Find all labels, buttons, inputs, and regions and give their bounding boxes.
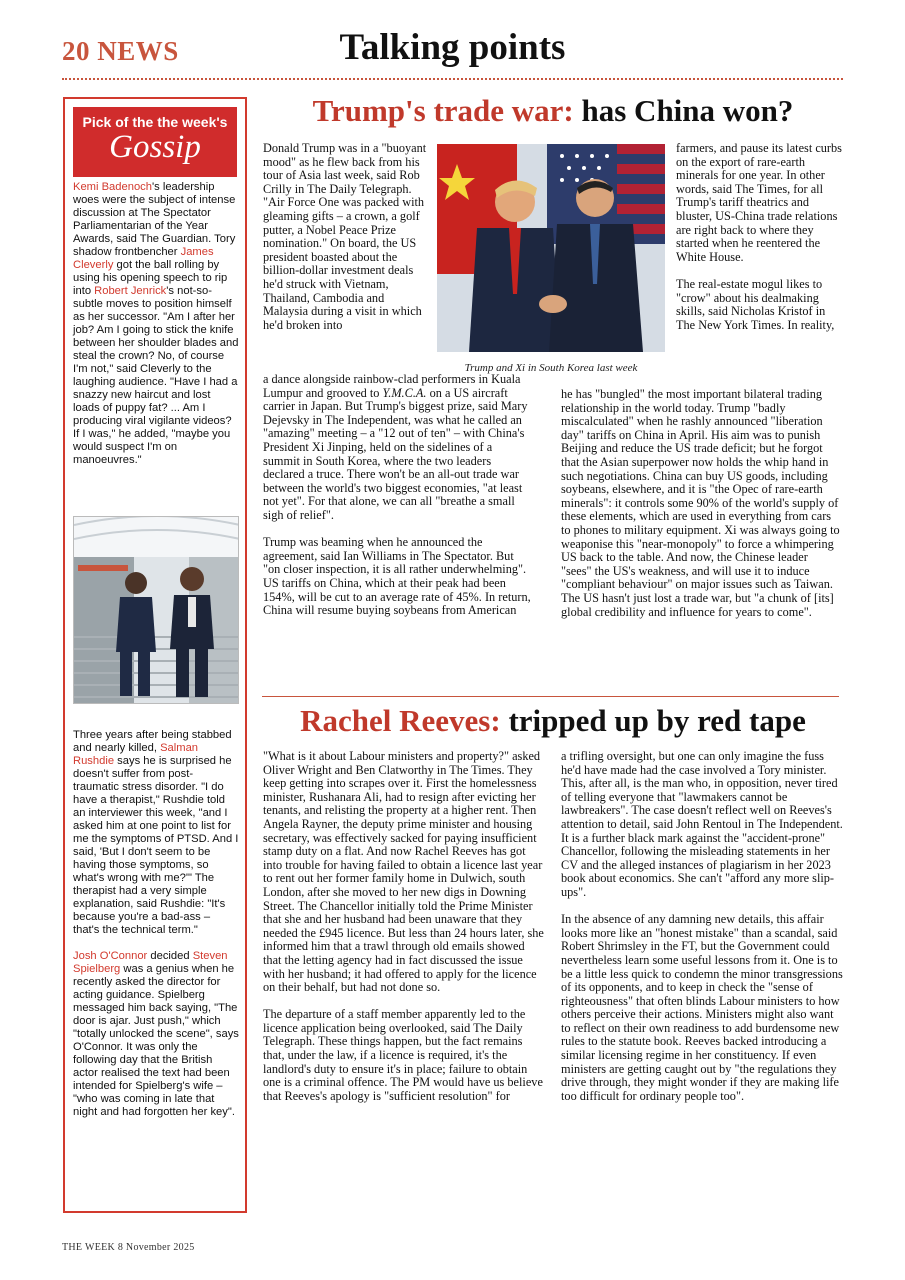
article1-col2-bottom: he has "bungled" the most important bilateral trading relationship in the world today. Trump "badly miscalculated" when he rashly announced "liberation day" tariffs on China in April. His aim was to punish Beijing and reduce the US trade deficit; but he forgot that the Asian superpower now holds the whip hand in such negotiations. China can buy US goods, including soybeans, elsewhere, and it is "the Opec of rare-earth minerals": it controls some 90% of the world's supply of these elements, which are used in everything from cars to phones to military equipment. Xi was always going to weaponise this "near-monopoly" to force a whimpering US back to the table. And now, the Chinese leader "sees" the US's weakness, and will use it to induce "compliant behaviour" on major issues such as Taiwan. The US hasn't just lost a trade war, but "a chunk of [its] global credibility and influence for years to come". bbox=[561, 387, 840, 619]
article1-col1-bottom: a dance alongside rainbow-clad performers in Kuala Lumpur and grooved to Y.M.C.A. on a US aircraft carrier in Japan. But Trump's biggest prize, said Mary Dejevsky in The Independent, was what he called an "amazing" meeting – a "12 out of ten" – with China's President Xi Jinping, held on the sidelines of a summit in South Korea, where the two leaders declared a truce. There won't be an all-out trade war between the world's two biggest economies, "at least not yet". For that alone, we can all "breathe a small sigh of relief". Trump was beaming when he announced the agreement, said Ian Williams in The Spectator. But "on closer inspection, it is all rather underwhelming". US tariffs on China, which at their peak had been 154%, will be cut to an average rate of 45%. In return, China will resume buying soybeans from American bbox=[263, 372, 531, 618]
name-highlight: Salman Rushdie bbox=[73, 742, 199, 767]
article2-col2: a trifling oversight, but one can only imagine the fuss he'd have made had the case involved a Tory minister. This, after all, is the man who, in opposition, never tired of telling everyone that "lawmakers cannot be lawbreakers". The case doesn't reflect well on Reeves's attention to detail, said John Rentoul in The Independent. It is a further black mark against the "accident-prone" Chancellor, following the misleading statements in her CV and the alleged instances of plagiarism in her 2023 book about economics. She can't "afford any more slip-ups". In the absence of any damning new details, this affair looks more like an "honest mistake" than a scandal, said Robert Shrimsley in the FT, but the Government could nevertheless learn some useful lessons from it. One is to be a little less quick to condemn the minor transgressions of its opponents, and to keep in check the "sense of righteousness" that often blinds Labour ministers to how others perceive their actions. Ministers might also want to reflect on their own readiness to add burdensome new rules to the statute book. Reeves backed introducing a similar licensing regime in her constituency. If even ministers are getting caught out by "the regulations they drive through, they might wonder if they are making life too difficult for ordinary people too". bbox=[561, 749, 843, 1103]
name-highlight: James Cleverly bbox=[73, 246, 214, 271]
gossip-item-rushdie: Three years after being stabbed and nearly killed, Salman Rushdie says he is surprised he doesn't suffer from post-traumatic stress disorder. "I do have a therapist," Rushdie told an interviewer this week, "and I asked him at one point to list for me the symptoms of PTSD. And I said, 'But I don't seem to be having those symptoms, so what's wrong with me?'" The therapist had a very simple explanation, said Rushdie: "It's because you're a bad-ass – that's the technical term." Josh O'Connor decided Steven Spielberg was a genius when he recently asked the director for acting guidance. Spielberg messaged him back saying, "The door is ajar. Just push," which "totally unlocked the scene", says O'Connor. It was only the following day that the British actor realised the text had been intended for Spielberg's wife – "who was coming in late that night and had forgotten her key". bbox=[73, 729, 239, 1118]
article1-col1-top: Donald Trump was in a "buoyant mood" as he flew back from his tour of Asia last week, said Rob Crilly in The Daily Telegraph. "Air Force One was packed with gleaming gifts – a crown, a golf putter, a Nobel Peace Prize nomination." On board, the US president boasted about the billion-dollar investment deals he'd struck with Vietnam, Thailand, Cambodia and Malaysia during a visit in which he'd broken into bbox=[263, 141, 427, 332]
article1-col2-top: farmers, and pause its latest curbs on the export of rare-earth minerals for one year. In other words, said The Times, for all Trump's tariff theatrics and bluster, US-China trade relations are right back to where they started when he reentered the White House. The real-estate mogul likes to "crow" about his dealmaking skills, said Nicholas Kristof in The New York Times. In reality, bbox=[676, 141, 842, 332]
gossip-title: Gossip bbox=[109, 129, 201, 165]
header-divider bbox=[62, 78, 843, 80]
page-title: Talking points bbox=[339, 27, 566, 68]
section-label: 20 NEWS bbox=[62, 36, 179, 66]
gossip-item-badenoch: Kemi Badenoch's leadership woes were the subject of intense discussion at The Spectator Parliamentarian of the Year Awards, said The Guardian. Tory shadow frontbencher James Cleverly got the ball rolling by using his opening speech to rip into Robert Jenrick's not-so-subtle moves to position himself as her successor. "Am I after her job? Am I going to stick the knife between her shoulder blades and steal the crown? No, of course I'm not," said Cleverly to the laughing audience. "Have I had a snazzy new haircut and lost loads of puppy fat? ... Am I producing viral vigilante videos? If I was," he added, "maybe you would suspect I'm on manoeuvres." bbox=[73, 181, 239, 466]
gossip-header bbox=[73, 107, 237, 177]
name-highlight: Kemi Badenoch bbox=[73, 181, 152, 193]
name-highlight: Robert Jenrick bbox=[94, 285, 167, 297]
gossip-sidebar bbox=[63, 97, 247, 1213]
name-highlight: Steven Spielberg bbox=[73, 950, 228, 975]
article2-col1: "What is it about Labour ministers and property?" asked Oliver Wright and Ben Clatworthy in The Times. They keep getting into scrapes over it. First the homelessness minister, Rushanara Ali, had to resign after evicting her tenants, and relisting the property at a higher rent. Then Angela Rayner, the deputy prime minister and housing secretary, was effectively sacked for paying insufficient stamp duty on a flat. And now Rachel Reeves has got into trouble for having failed to obtain a licence last year to rent out her former family home in Dulwich, south London, after she moved to her new digs in Downing Street. The Chancellor initially told the Prime Minister that she and her husband had been unaware that they needed the £945 licence. But less than 24 hours later, she informed him that a trawl through old emails showed that the letting agency had in fact discussed the issue with her husband; it had offered to apply for the licence on their behalf, but had not done so. The departure of a staff member apparently led to the licence application being overlooked, said The Daily Telegraph. These things happen, but the fact remains that, under the law, if a licence is required, it's the landlord's duty to ensure it's in place; failure to obtain one is a criminal offence. The PM would have us believe that Reeves's apology is "sufficient resolution" for bbox=[263, 749, 544, 1103]
article1-headline: Trump's trade war: has China won? bbox=[312, 93, 794, 128]
photo-caption: Trump and Xi in South Korea last week bbox=[464, 362, 638, 374]
article2-headline: Rachel Reeves: tripped up by red tape bbox=[300, 703, 806, 738]
gossip-photo bbox=[73, 516, 239, 704]
gossip-kicker: Pick of the the week's bbox=[82, 114, 228, 130]
name-highlight: Josh O'Connor bbox=[73, 950, 148, 962]
trump-xi-photo bbox=[437, 144, 665, 352]
article-divider bbox=[262, 696, 839, 697]
page-footer: THE WEEK 8 November 2025 bbox=[62, 1242, 195, 1253]
